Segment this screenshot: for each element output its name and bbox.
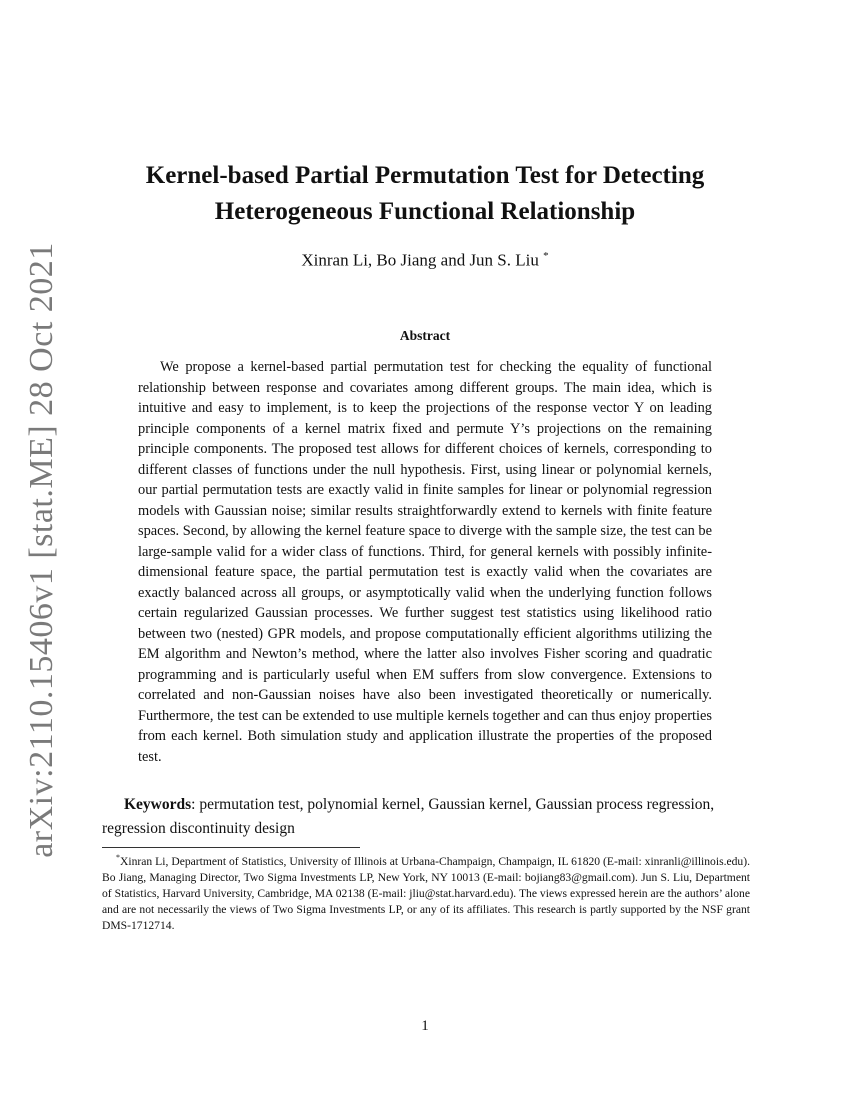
keywords: Keywords: permutation test, polynomial kernel, Gaussian kernel, Gaussian process regression, regression discontinuity design <box>102 796 715 837</box>
arxiv-stamp <box>12 242 72 858</box>
author-footnote-mark: * <box>543 250 549 262</box>
abstract-body: We propose a kernel-based partial permutation test for checking the equality of functional relationship between response and covariates among different groups. The main idea, which is intuitive and easy to implement, is to keep the projections of the response vector Y on leading principle components of a kernel matrix fixed and permute Y’s projections on the remaining principle components. The proposed test allows for different choices of kernels, corresponding to different classes of functions under the null hypothesis. First, using linear or polynomial kernels, our partial permutation tests are exactly valid in finite samples for linear or polynomial regression models with Gaussian noise; similar results straightforwardly extend to kernels with finite feature spaces. Second, by allowing the kernel feature space to diverge with the sample size, the test can be large-sample valid for a wider class of functions. Third, for general kernels with possibly infinite-dimensional feature space, the partial permutation test is exactly valid when the covariates are exactly balanced across all groups, or asymptotically valid when the underlying function follows certain regularized Gaussian processes. We further suggest test statistics using likelihood ratio between two (nested) GPR models, and propose computationally efficient algorithms utilizing the EM algorithm and Newton’s method, where the latter also involves Fisher scoring and quadratic programming and is particularly useful when EM suffers from slow convergence. Extensions to correlated and non-Gaussian noises have also been investigated theoretically or numerically. Furthermore, the test can be extended to use multiple kernels together and can thus enjoy properties from each kernel. Both simulation study and application illustrate the properties of the proposed test. <box>138 359 712 765</box>
keywords-label: Keywords <box>124 796 192 813</box>
paper-title: Kernel-based Partial Permutation Test for Detecting Heterogeneous Functional Relationship <box>145 162 705 225</box>
footnote <box>102 850 750 934</box>
keywords-text: permutation test, polynomial kernel, Gaussian kernel, Gaussian process regression, regression discontinuity design <box>102 796 715 837</box>
footnote-rule <box>102 847 360 848</box>
page-number: 1 <box>421 1018 429 1034</box>
abstract-heading: Abstract <box>399 328 451 343</box>
arxiv-id-text: arXiv:2110.15406v1 [stat.ME] 28 Oct 2021 <box>23 242 60 858</box>
author-line <box>120 250 730 271</box>
author-names: Xinran Li, Bo Jiang and Jun S. Liu <box>301 250 539 270</box>
footnote-text: Xinran Li, Department of Statistics, University of Illinois at Urbana-Champaign, Champaign, IL 61820 (E-mail: xinranli@illinois.edu). Bo Jiang, Managing Director, Two Sigma Investments LP, New York, NY 10013 (E-mail: bojiang83@gmail.com). Jun S. Liu, Department of Statistics, Harvard University, Cambridge, MA 02138 (E-mail: jliu@stat.harvard.edu). The views expressed herein are the authors’ alone and are not necessarily the views of Two Sigma Investments LP, or any of its affiliates. This research is partly supported by the NSF grant DMS-1712714. <box>102 854 750 932</box>
footnote-mark: * <box>116 853 120 862</box>
